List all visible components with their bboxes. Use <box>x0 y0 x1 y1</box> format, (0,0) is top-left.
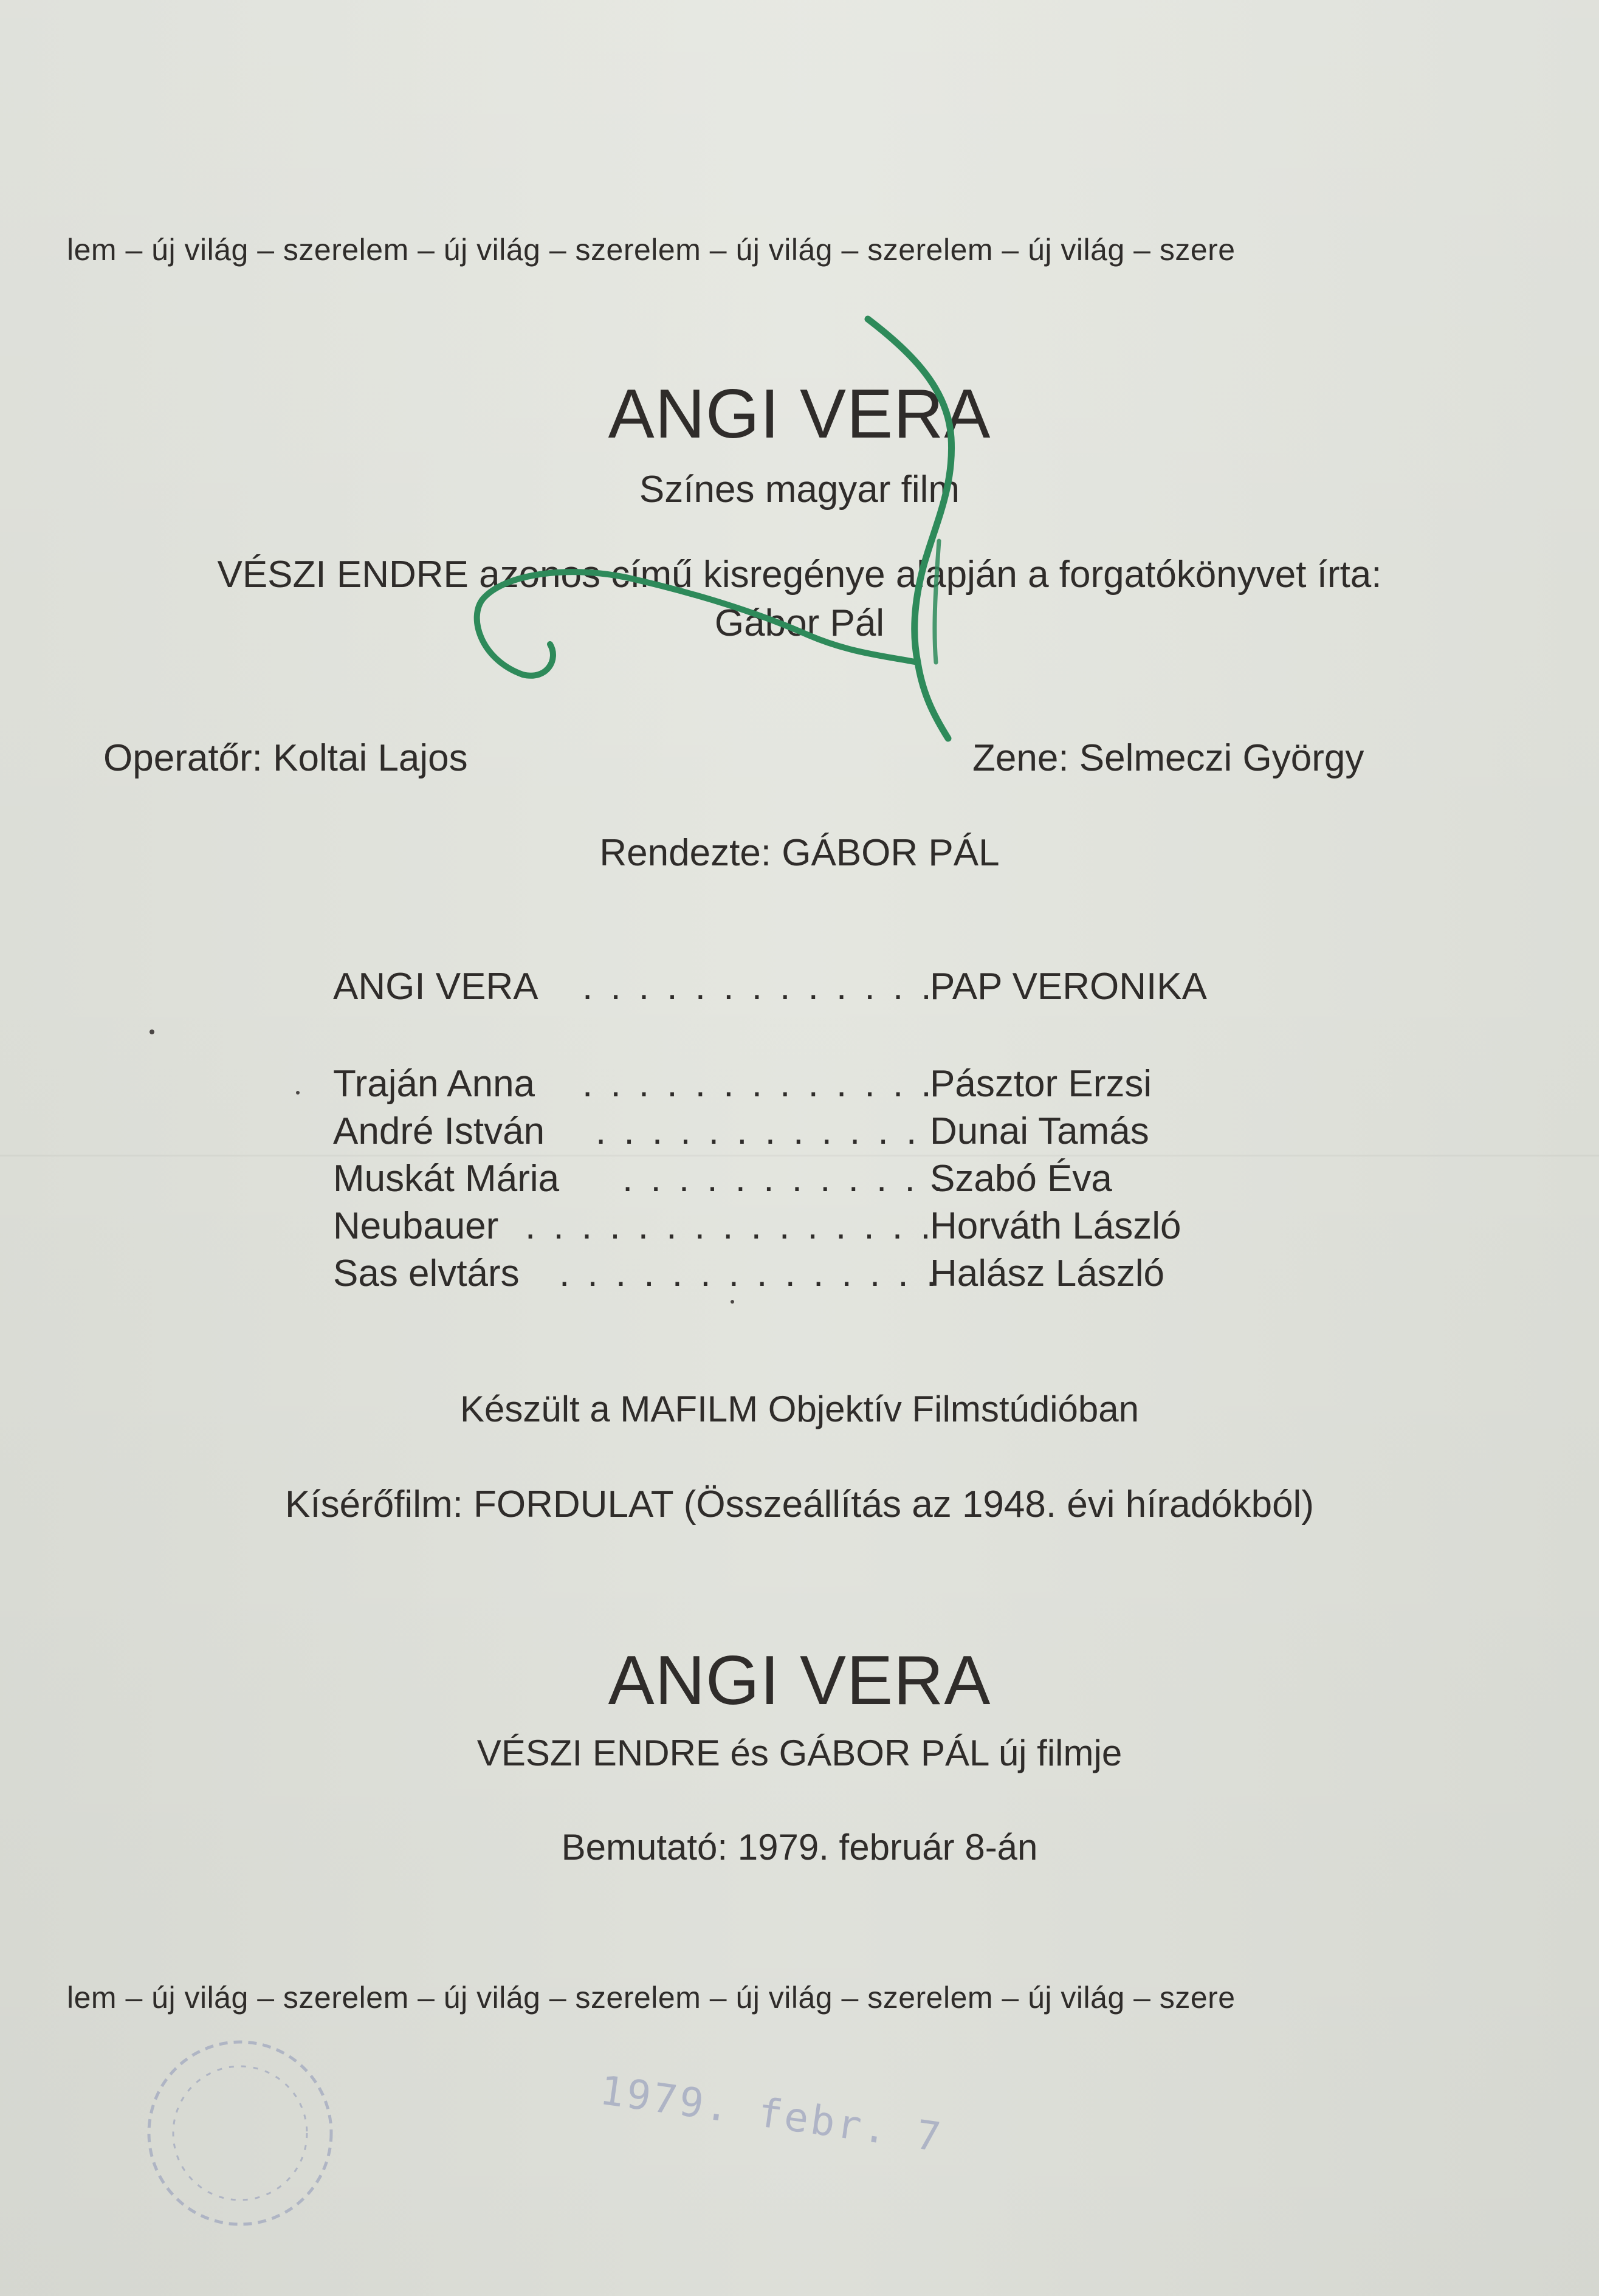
cast-dots: . . . . . . . . . . . . . <box>582 966 935 1008</box>
library-stamp <box>149 2042 331 2224</box>
cast-actor: PAP VERONIKA <box>930 966 1207 1008</box>
cast-role: ANGI VERA <box>333 966 538 1008</box>
cast-dots: . . . . . . . . . . . . <box>596 1110 921 1152</box>
page-title: ANGI VERA <box>608 376 991 453</box>
operator-credit: Operatőr: Koltai Lajos <box>103 737 468 779</box>
cast-dots: . . . . . . . . . . . . <box>622 1158 947 1200</box>
cast-actor: Pásztor Erzsi <box>930 1063 1152 1105</box>
cast-actor: Dunai Tamás <box>930 1110 1149 1152</box>
ink-speck <box>296 1091 300 1095</box>
director-credit: Rendezte: GÁBOR PÁL <box>599 832 1000 874</box>
banner-top: lem – új világ – szerelem – új világ – szerelem – új világ – szerelem – új világ – szere <box>67 233 1236 267</box>
companion-film: Kísérőfilm: FORDULAT (Összeállítás az 1948. évi híradókból) <box>285 1483 1314 1525</box>
cast-role: Neubauer <box>333 1205 499 1247</box>
cast-role: Muskát Mária <box>333 1158 560 1200</box>
cast-role: André István <box>333 1110 545 1152</box>
premiere-date: Bemutató: 1979. február 8-án <box>561 1827 1038 1868</box>
music-credit: Zene: Selmeczi György <box>972 737 1364 779</box>
footer-title: ANGI VERA <box>608 1642 991 1719</box>
subtitle: Színes magyar film <box>639 469 960 510</box>
source-line: VÉSZI ENDRE azonos című kisregénye alapján a forgatókönyvet írta: <box>217 554 1382 596</box>
writer: Gábor Pál <box>714 602 885 644</box>
cast-dots: . . . . . . . . . . . . . . <box>559 1253 941 1294</box>
cast-role: Sas elvtárs <box>333 1253 520 1294</box>
cast-dots: . . . . . . . . . . . . . <box>582 1063 935 1105</box>
pencil-date-note: 1979. febr. 7 <box>597 2066 946 2162</box>
cast-dots: . . . . . . . . . . . . . . . <box>525 1205 935 1247</box>
ink-speck <box>150 1029 154 1034</box>
studio-credit: Készült a MAFILM Objektív Filmstúdióban <box>459 1389 1140 1429</box>
cast-actor: Horváth László <box>930 1205 1181 1247</box>
cast-actor: Halász László <box>930 1253 1164 1294</box>
cast-actor: Szabó Éva <box>930 1158 1112 1200</box>
cast-role: Traján Anna <box>333 1063 535 1105</box>
tagline: VÉSZI ENDRE és GÁBOR PÁL új filmje <box>476 1733 1123 1773</box>
ink-speck <box>731 1300 734 1304</box>
banner-bottom: lem – új világ – szerelem – új világ – szerelem – új világ – szerelem – új világ – szere <box>67 1981 1236 2015</box>
